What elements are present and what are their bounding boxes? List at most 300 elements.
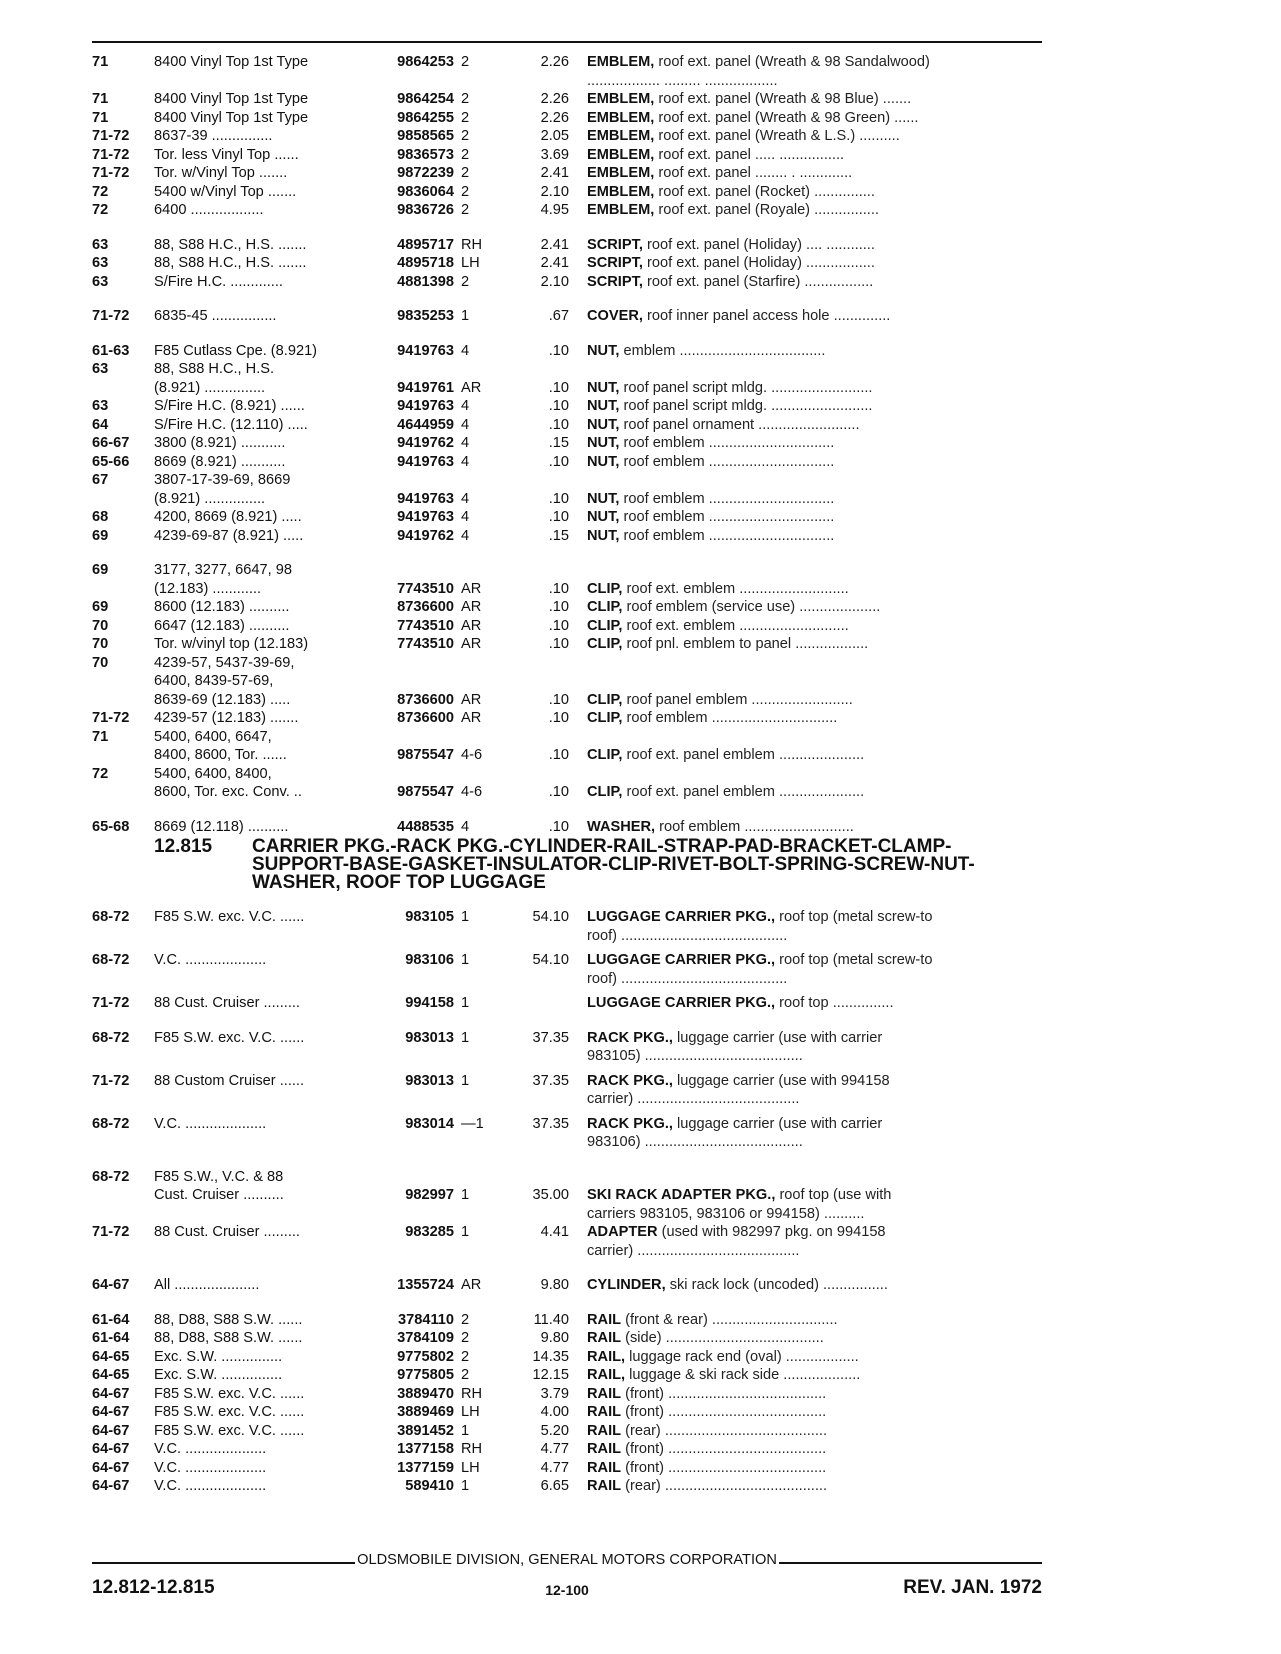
price-cell: 14.35 (532, 1348, 569, 1365)
year-cell: 71-72 (92, 128, 130, 144)
part-description: roof ext. panel ..... ................ (654, 146, 845, 163)
part-name: RAIL (587, 1330, 622, 1346)
part-name: RACK PKG., (587, 1029, 673, 1046)
quantity-cell: 1 (461, 1478, 470, 1494)
part-name: ADAPTER (587, 1224, 658, 1240)
parts-list (92, 53, 1042, 1496)
description-cell (587, 994, 1042, 1013)
model-cell: Exc. S.W. ............... (154, 1367, 283, 1383)
year-cell: 64-67 (92, 1404, 130, 1420)
part-description: roof ext. panel (Wreath & 98 Sandalwood) (654, 54, 930, 70)
part-name: EMBLEM, (587, 183, 655, 200)
description-cell (587, 416, 1042, 435)
quantity-cell: 2 (461, 273, 470, 290)
table-row (92, 598, 1042, 617)
part-name: CLIP, (587, 747, 623, 763)
description-cell (587, 508, 1042, 527)
description-cell (587, 72, 1042, 91)
part-number-cell: 983013 (405, 1029, 454, 1046)
price-cell: 35.00 (532, 1187, 569, 1203)
description-cell (587, 1242, 1042, 1261)
model-cell: V.C. .................... (154, 1115, 267, 1132)
description-cell (587, 490, 1042, 509)
description-cell (587, 1133, 1042, 1152)
part-name: SCRIPT, (587, 236, 643, 253)
section-title: CARRIER PKG.-RACK PKG.-CYLINDER-RAIL-STRAP-PAD-BRACKET-CLAMP-SUPPORT-BASE-GASKET-INSULATOR-CLIP-RIVET-BOLT-SPRING-SCREW-NUT-WASHER, ROOF TOP LUGGAGE (252, 836, 975, 893)
model-cell: V.C. .................... (154, 1478, 267, 1494)
description-cell (587, 527, 1042, 546)
quantity-cell: 2 (461, 183, 470, 200)
part-name: SCRIPT, (587, 255, 643, 271)
part-number-cell: 9419763 (397, 342, 454, 359)
description-cell (587, 53, 1042, 72)
part-description: roof ext. panel (Starfire) ................. (642, 273, 874, 290)
price-cell: 9.80 (540, 1330, 569, 1346)
description-cell (587, 1311, 1042, 1330)
description-cell (587, 273, 1042, 292)
part-number-cell: 8736600 (397, 691, 454, 708)
part-name: CLIP, (587, 580, 623, 597)
part-description: roof emblem ............................... (619, 453, 835, 470)
model-cell: 6647 (12.183) .......... (154, 617, 290, 634)
table-row (92, 342, 1042, 361)
year-cell: 69 (92, 599, 109, 615)
description-cell (587, 580, 1042, 599)
model-cell: 5400, 6400, 6647, (154, 728, 272, 745)
model-cell: 88, D88, S88 S.W. ...... (154, 1311, 303, 1328)
year-cell: 63 (92, 273, 109, 290)
footer-page-number: 12-100 (545, 1582, 589, 1598)
quantity-cell: AR (461, 617, 482, 634)
model-cell: Tor. w/Vinyl Top ....... (154, 165, 288, 181)
model-cell: 8637-39 ............... (154, 128, 273, 144)
description-cell (587, 691, 1042, 710)
description-cell (587, 1348, 1042, 1367)
model-cell: S/Fire H.C. ............. (154, 273, 283, 290)
table-row (92, 127, 1042, 146)
model-cell: 8400, 8600, Tor. ...... (154, 747, 287, 763)
model-cell: Cust. Cruiser .......... (154, 1187, 284, 1203)
description-cell (587, 397, 1042, 416)
part-description: roof ext. panel (Wreath & 98 Green) ...... (654, 109, 919, 126)
description-cell (587, 1440, 1042, 1459)
year-cell: 66-67 (92, 435, 130, 451)
price-cell: 12.15 (532, 1367, 569, 1383)
part-description: roof emblem ............................... (619, 490, 835, 507)
description-cell (587, 1072, 1042, 1091)
part-description: (front & rear) ............................... (621, 1311, 838, 1328)
model-cell: S/Fire H.C. (8.921) ...... (154, 398, 305, 414)
model-cell: 8400 Vinyl Top 1st Type (154, 91, 309, 107)
description-cell (587, 1422, 1042, 1441)
description-cell (587, 379, 1042, 398)
description-cell (587, 1205, 1042, 1224)
part-name: SKI RACK ADAPTER PKG., (587, 1187, 776, 1203)
year-cell: 71-72 (92, 710, 130, 726)
part-name: RACK PKG., (587, 1115, 673, 1132)
part-name: RAIL (587, 1385, 622, 1402)
quantity-cell: 4 (461, 490, 470, 507)
part-name: RAIL (587, 1441, 622, 1457)
part-description: (rear) ........................................ (621, 1422, 828, 1439)
part-number-cell: 4895718 (397, 255, 454, 271)
footer-section-range: 12.812-12.815 (92, 1577, 215, 1598)
parts-list-luggage (92, 908, 1042, 1496)
part-description: (side) ....................................... (621, 1330, 824, 1346)
year-cell: 70 (92, 617, 109, 634)
part-description: roof inner panel access hole .............. (642, 308, 891, 324)
table-row (92, 728, 1042, 747)
part-description: roof panel script mldg. ......................... (619, 398, 873, 414)
quantity-cell: LH (461, 1404, 480, 1420)
quantity-cell: 4 (461, 509, 470, 525)
year-cell: 68-72 (92, 1029, 130, 1046)
model-cell: V.C. .................... (154, 1441, 267, 1457)
price-cell: .10 (548, 636, 569, 652)
year-cell: 63 (92, 236, 109, 253)
price-cell: .67 (548, 308, 569, 324)
part-number-cell: 9875547 (397, 747, 454, 763)
part-number-cell: 983285 (405, 1224, 454, 1240)
model-cell: 4200, 8669 (8.921) ..... (154, 509, 302, 525)
model-cell: 8400 Vinyl Top 1st Type (154, 54, 309, 70)
part-number-cell: 9875547 (397, 784, 454, 800)
year-cell: 64-67 (92, 1277, 130, 1293)
model-cell: Tor. w/vinyl top (12.183) (154, 636, 309, 652)
model-cell: 4239-69-87 (8.921) ..... (154, 527, 304, 544)
description-cell (587, 1047, 1042, 1066)
table-row (92, 746, 1042, 765)
part-number-cell: 3889470 (397, 1385, 454, 1402)
footer-revision: REV. JAN. 1972 (903, 1577, 1042, 1598)
part-name: RAIL (587, 1311, 622, 1328)
model-cell: F85 S.W., V.C. & 88 (154, 1168, 284, 1185)
part-number-cell: 9419762 (397, 435, 454, 451)
table-row (92, 908, 1042, 927)
year-cell: 71-72 (92, 1224, 130, 1240)
section-heading (92, 838, 1042, 908)
part-number-cell: 589410 (405, 1478, 454, 1494)
description-cell (587, 1385, 1042, 1404)
description-cell (587, 709, 1042, 728)
price-cell: 2.41 (540, 255, 569, 271)
table-row (92, 1047, 1042, 1066)
part-name: NUT, (587, 435, 620, 451)
quantity-cell: LH (461, 1459, 480, 1476)
year-cell: 63 (92, 361, 109, 377)
table-row (92, 691, 1042, 710)
part-description: roof ext. panel ........ . ............. (654, 165, 853, 181)
part-description: (front) ....................................... (621, 1404, 827, 1420)
year-cell: 64-67 (92, 1459, 130, 1476)
part-number-cell: 9775805 (397, 1367, 454, 1383)
part-name: WASHER, (587, 818, 656, 835)
price-cell: .10 (548, 818, 569, 835)
table-row (92, 927, 1042, 946)
quantity-cell: 2 (461, 1348, 470, 1365)
description-cell (587, 1276, 1042, 1295)
table-row (92, 72, 1042, 91)
model-cell: 3807-17-39-69, 8669 (154, 472, 291, 488)
table-row (92, 379, 1042, 398)
year-cell: 71-72 (92, 308, 130, 324)
table-row (92, 580, 1042, 599)
quantity-cell: 1 (461, 308, 470, 324)
part-description: carriers 983105, 983106 or 994158) .......... (587, 1205, 865, 1222)
price-cell: .10 (548, 490, 569, 507)
part-name: SCRIPT, (587, 273, 643, 290)
part-number-cell: 9836573 (397, 146, 454, 163)
description-cell (587, 1186, 1042, 1205)
model-cell: 4239-57, 5437-39-69, (154, 654, 295, 671)
quantity-cell: AR (461, 710, 482, 726)
part-description: roof ext. panel (Royale) ................ (654, 202, 879, 218)
part-name: EMBLEM, (587, 54, 655, 70)
part-description: roof panel script mldg. ......................... (619, 379, 873, 396)
table-row (92, 951, 1042, 970)
part-description: luggage & ski rack side ................... (625, 1367, 861, 1383)
part-name: RAIL, (587, 1348, 626, 1365)
quantity-cell: 2 (461, 165, 470, 181)
model-cell: 3800 (8.921) ........... (154, 435, 286, 451)
part-name: CYLINDER, (587, 1277, 666, 1293)
part-number-cell: 3784109 (397, 1330, 454, 1346)
year-cell: 64-65 (92, 1367, 130, 1383)
price-cell: 37.35 (532, 1115, 569, 1132)
table-row (92, 471, 1042, 490)
year-cell: 68-72 (92, 1168, 130, 1185)
part-number-cell: 9864253 (397, 54, 454, 70)
part-description: roof top (use with (775, 1187, 892, 1203)
part-name: NUT, (587, 342, 620, 359)
part-name: EMBLEM, (587, 91, 655, 107)
model-cell: F85 Cutlass Cpe. (8.921) (154, 342, 318, 359)
price-cell: 2.05 (540, 128, 569, 144)
model-cell: 5400 w/Vinyl Top ....... (154, 183, 297, 200)
quantity-cell: 2 (461, 1311, 470, 1328)
part-description: roof panel emblem ......................... (622, 691, 853, 708)
quantity-cell: 2 (461, 54, 470, 70)
table-row (92, 818, 1042, 837)
model-cell: 88, S88 H.C., H.S. ....... (154, 255, 307, 271)
part-description: roof top (metal screw-to (775, 909, 933, 925)
model-cell: 6400, 8439-57-69, (154, 673, 274, 689)
part-number-cell: 8736600 (397, 710, 454, 726)
table-row (92, 146, 1042, 165)
year-cell: 71 (92, 54, 109, 70)
model-cell: 5400, 6400, 8400, (154, 765, 272, 782)
year-cell: 71-72 (92, 165, 130, 181)
part-number-cell: 8736600 (397, 599, 454, 615)
table-row (92, 672, 1042, 691)
price-cell: 3.79 (540, 1385, 569, 1402)
table-row (92, 164, 1042, 183)
table-row (92, 1440, 1042, 1459)
table-row (92, 994, 1042, 1013)
model-cell: Tor. less Vinyl Top ...... (154, 146, 299, 163)
table-row (92, 307, 1042, 326)
table-row (92, 1385, 1042, 1404)
part-description: roof emblem ............................... (619, 509, 835, 525)
quantity-cell: 2 (461, 128, 470, 144)
price-cell: 9.80 (540, 1277, 569, 1293)
table-row (92, 1205, 1042, 1224)
part-number-cell: 4895717 (397, 236, 454, 253)
part-number-cell: 7743510 (397, 636, 454, 652)
part-number-cell: 982997 (405, 1187, 454, 1203)
table-row (92, 490, 1042, 509)
quantity-cell: 1 (461, 1072, 470, 1089)
part-name: EMBLEM, (587, 146, 655, 163)
part-number-cell: 3889469 (397, 1404, 454, 1420)
model-cell: V.C. .................... (154, 952, 267, 968)
price-cell: 4.77 (540, 1441, 569, 1457)
quantity-cell: 2 (461, 1367, 470, 1383)
price-cell: .10 (548, 342, 569, 359)
table-row (92, 273, 1042, 292)
part-name: EMBLEM, (587, 128, 655, 144)
quantity-cell: 2 (461, 146, 470, 163)
part-description: 983106) ....................................... (587, 1134, 803, 1150)
quantity-cell: 1 (461, 1224, 470, 1240)
part-number-cell: 9836064 (397, 183, 454, 200)
table-row (92, 254, 1042, 273)
part-description: (front) ....................................... (621, 1459, 827, 1476)
year-cell: 64 (92, 416, 109, 433)
model-cell: F85 S.W. exc. V.C. ...... (154, 1385, 305, 1402)
description-cell (587, 236, 1042, 255)
part-description: (used with 982997 pkg. on 994158 (657, 1224, 886, 1240)
description-cell (587, 927, 1042, 946)
part-number-cell: 9858565 (397, 128, 454, 144)
part-description: ski rack lock (uncoded) ................ (665, 1277, 888, 1293)
part-description: roof ext. panel (Holiday) ................. (642, 255, 875, 271)
price-cell: .10 (548, 398, 569, 414)
table-row (92, 1422, 1042, 1441)
description-cell (587, 1459, 1042, 1478)
part-description: roof pnl. emblem to panel .................. (622, 636, 869, 652)
description-cell (587, 635, 1042, 654)
part-description: roof ext. panel (Holiday) .... ............ (642, 236, 875, 253)
model-cell: F85 S.W. exc. V.C. ...... (154, 1404, 305, 1420)
description-cell (587, 951, 1042, 970)
price-cell: 37.35 (532, 1072, 569, 1089)
part-name: RAIL (587, 1459, 622, 1476)
part-name: CLIP, (587, 617, 623, 634)
year-cell: 71 (92, 728, 109, 745)
description-cell (587, 818, 1042, 837)
part-description: luggage carrier (use with carrier (672, 1115, 883, 1132)
part-number-cell: 9836726 (397, 202, 454, 218)
part-description: roof ext. panel emblem ..................... (622, 784, 865, 800)
quantity-cell: 1 (461, 909, 470, 925)
description-cell (587, 201, 1042, 220)
part-name: LUGGAGE CARRIER PKG., (587, 952, 776, 968)
part-description: carrier) ........................................ (587, 1242, 800, 1259)
model-cell: 8669 (8.921) ........... (154, 453, 286, 470)
part-name: EMBLEM, (587, 109, 655, 126)
year-cell: 70 (92, 636, 109, 652)
price-cell: .10 (548, 453, 569, 470)
part-name: CLIP, (587, 691, 623, 708)
table-row (92, 1072, 1042, 1091)
year-cell: 69 (92, 562, 109, 578)
model-cell: F85 S.W. exc. V.C. ...... (154, 1029, 305, 1046)
model-cell: 8600, Tor. exc. Conv. .. (154, 784, 302, 800)
table-row (92, 783, 1042, 802)
part-name: EMBLEM, (587, 165, 655, 181)
year-cell: 71 (92, 91, 109, 107)
model-cell: 88 Cust. Cruiser ......... (154, 1224, 300, 1240)
table-row (92, 1223, 1042, 1242)
table-row (92, 765, 1042, 784)
description-cell (587, 598, 1042, 617)
part-number-cell: 9419763 (397, 509, 454, 525)
part-name: CLIP, (587, 784, 623, 800)
part-description: emblem .................................... (619, 342, 826, 359)
year-cell: 61-64 (92, 1330, 130, 1346)
part-name: NUT, (587, 398, 620, 414)
part-name: NUT, (587, 453, 620, 470)
table-row (92, 527, 1042, 546)
description-cell (587, 970, 1042, 989)
part-number-cell: 3784110 (397, 1311, 454, 1328)
table-row (92, 970, 1042, 989)
price-cell: .10 (548, 379, 569, 396)
price-cell: 5.20 (540, 1422, 569, 1439)
part-number-cell: 4881398 (397, 273, 454, 290)
table-row (92, 1477, 1042, 1496)
part-description: roof ext. panel (Rocket) ............... (654, 183, 875, 200)
model-cell: 6400 .................. (154, 202, 264, 218)
description-cell (587, 1477, 1042, 1496)
quantity-cell: 1 (461, 995, 470, 1011)
part-description: roof ext. emblem ........................... (622, 617, 849, 634)
part-description: carrier) ........................................ (587, 1091, 800, 1107)
year-cell: 64-67 (92, 1422, 130, 1439)
part-name: EMBLEM, (587, 202, 655, 218)
part-number-cell: 983105 (405, 909, 454, 925)
table-row (92, 109, 1042, 128)
quantity-cell: 4 (461, 342, 470, 359)
quantity-cell: RH (461, 1385, 483, 1402)
year-cell: 70 (92, 654, 109, 671)
price-cell: .15 (548, 435, 569, 451)
description-cell (587, 453, 1042, 472)
description-cell (587, 434, 1042, 453)
table-row (92, 201, 1042, 220)
part-description: roof ext. panel emblem ..................... (622, 747, 865, 763)
description-cell (587, 617, 1042, 636)
quantity-cell: 2 (461, 1330, 470, 1346)
year-cell: 65-68 (92, 818, 130, 835)
price-cell: 3.69 (540, 146, 569, 163)
description-cell (587, 746, 1042, 765)
part-description: roof ext. panel (Wreath & 98 Blue) ....... (654, 91, 912, 107)
price-cell: .10 (548, 617, 569, 634)
part-name: RAIL (587, 1478, 622, 1494)
year-cell: 72 (92, 202, 109, 218)
year-cell: 65-66 (92, 453, 130, 470)
description-cell (587, 254, 1042, 273)
description-cell (587, 1029, 1042, 1048)
table-row (92, 561, 1042, 580)
description-cell (587, 127, 1042, 146)
year-cell: 64-65 (92, 1348, 130, 1365)
table-row (92, 1090, 1042, 1109)
top-rule (92, 41, 1042, 43)
table-row (92, 434, 1042, 453)
